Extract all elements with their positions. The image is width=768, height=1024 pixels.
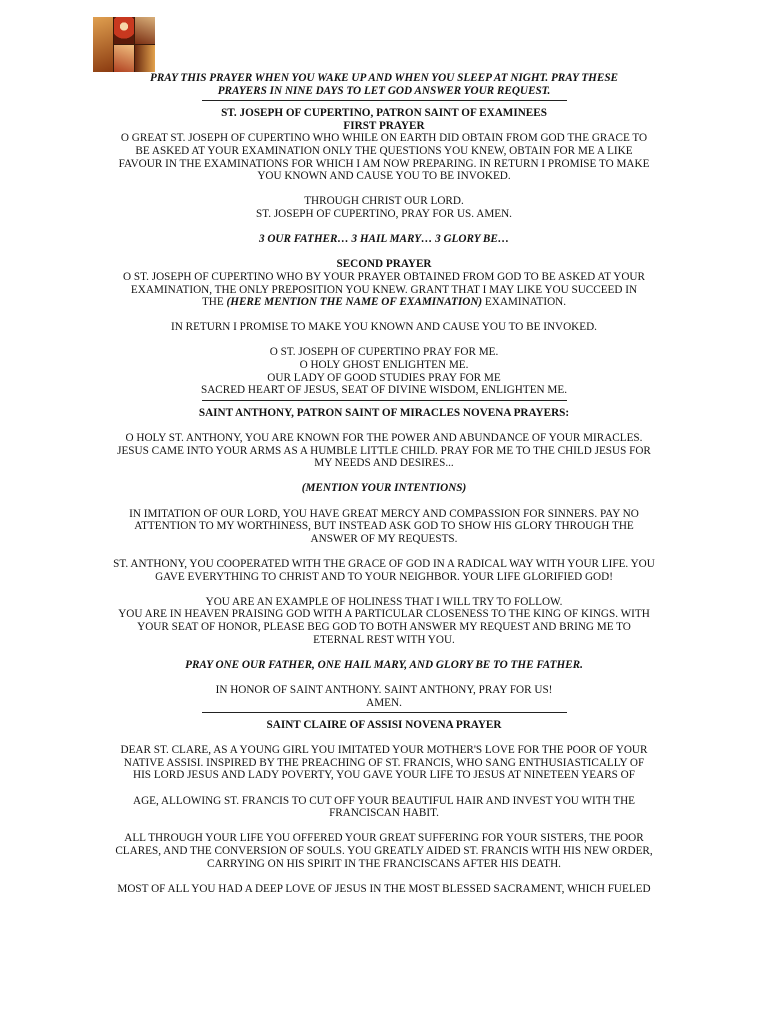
intentions-placeholder: (MENTION YOUR INTENTIONS) [301, 482, 467, 495]
body-line: ALL THROUGH YOUR LIFE YOU OFFERED YOUR GREAT SUFFERING FOR YOUR SISTERS, THE POOR [124, 832, 644, 845]
body-line: JESUS CAME INTO YOUR ARMS AS A HUMBLE LITTLE CHILD. PRAY FOR ME TO THE CHILD JESUS FOR [117, 444, 651, 457]
intro-line: PRAY THIS PRAYER WHEN YOU WAKE UP AND WHEN YOU SLEEP AT NIGHT. PRAY THESE [150, 72, 618, 84]
body-line: IN HONOR OF SAINT ANTHONY. SAINT ANTHONY, PRAY FOR US! [215, 683, 553, 696]
body-line: YOUR SEAT OF HONOR, PLEASE BEG GOD TO BOTH ANSWER MY REQUEST AND BRING ME TO [137, 620, 631, 633]
divider [202, 400, 567, 401]
body-line: O HOLY ST. ANTHONY, YOU ARE KNOWN FOR THE POWER AND ABUNDANCE OF YOUR MIRACLES. [125, 432, 643, 445]
saint-portrait-left [93, 17, 113, 72]
invocation-line: SACRED HEART OF JESUS, SEAT OF DIVINE WISDOM, ENLIGHTEN ME. [200, 384, 568, 397]
section-title-clare: SAINT CLAIRE OF ASSISI NOVENA PRAYER [266, 719, 502, 732]
section-title-anthony: SAINT ANTHONY, PATRON SAINT OF MIRACLES NOVENA PRAYERS: [198, 406, 570, 419]
body-line: ANSWER OF MY REQUESTS. [310, 532, 458, 545]
saint-portrait-bottom-right [135, 45, 155, 72]
body-line: NATIVE ASSISI. INSPIRED BY THE PREACHING OF ST. FRANCIS, WHO SANG ENTHUSIASTICALLY OF [123, 756, 645, 769]
body-line: EXAMINATION, THE ONLY PREPOSITION YOU KNEW. GRANT THAT I MAY LIKE YOU SUCCEED IN [130, 283, 638, 296]
prayer-document [90, 72, 678, 895]
body-line: YOU ARE IN HEAVEN PRAISING GOD WITH A PARTICULAR CLOSENESS TO THE KING OF KINGS. WITH [118, 608, 650, 621]
body-line: GAVE EVERYTHING TO CHRIST AND TO YOUR NEIGHBOR. YOUR LIFE GLORIFIED GOD! [155, 570, 613, 583]
body-line: MOST OF ALL YOU HAD A DEEP LOVE OF JESUS IN THE MOST BLESSED SACRAMENT, WHICH FUELED [117, 882, 651, 895]
body-line: MY NEEDS AND DESIRES... [314, 457, 454, 470]
intro-line: PRAYERS IN NINE DAYS TO LET GOD ANSWER YOUR REQUEST. [217, 84, 551, 97]
body-line: O ST. JOSEPH OF CUPERTINO WHO BY YOUR PRAYER OBTAINED FROM GOD TO BE ASKED AT YOUR [123, 270, 645, 283]
first-prayer-heading: FIRST PRAYER [343, 119, 425, 132]
body-line: ETERNAL REST WITH YOU. [313, 633, 455, 646]
invocation-line: OUR LADY OF GOOD STUDIES PRAY FOR ME [267, 371, 501, 384]
invocation-line: O HOLY GHOST ENLIGHTEN ME. [299, 359, 469, 372]
divider [202, 712, 567, 713]
body-line: FRANCISCAN HABIT. [329, 807, 439, 820]
body-line: IN RETURN I PROMISE TO MAKE YOU KNOWN AND CAUSE YOU TO BE INVOKED. [171, 321, 597, 334]
body-line: BE ASKED AT YOUR EXAMINATION ONLY THE QUESTIONS YOU KNEW, OBTAIN FOR ME A LIKE [135, 144, 633, 157]
exam-name-placeholder: (HERE MENTION THE NAME OF EXAMINATION) [226, 296, 483, 309]
body-line: AMEN. [366, 696, 402, 709]
prayer-count: 3 OUR FATHER… 3 HAIL MARY… 3 GLORY BE… [258, 233, 510, 246]
pray-instruction: PRAY ONE OUR FATHER, ONE HAIL MARY, AND GLORY BE TO THE FATHER. [185, 658, 583, 671]
body-line: O GREAT ST. JOSEPH OF CUPERTINO WHO WHILE ON EARTH DID OBTAIN FROM GOD THE GRACE TO [120, 132, 648, 145]
body-line: CARRYING ON HIS SPIRIT IN THE FRANCISCANS AFTER HIS DEATH. [207, 857, 561, 870]
body-line: HIS LORD JESUS AND LADY POVERTY, YOU GAVE YOUR LIFE TO JESUS AT NINETEEN YEARS OF [133, 769, 635, 782]
body-line: THE (HERE MENTION THE NAME OF EXAMINATION) EXAMINATION. [201, 296, 567, 309]
sacred-heart-image [93, 17, 155, 72]
body-line: DEAR ST. CLARE, AS A YOUNG GIRL YOU IMITATED YOUR MOTHER'S LOVE FOR THE POOR OF YOUR [120, 744, 648, 757]
saint-portrait-right [135, 17, 155, 44]
invocation-line: O ST. JOSEPH OF CUPERTINO PRAY FOR ME. [269, 346, 499, 359]
body-line: CLARES, AND THE CONVERSION OF SOULS. YOU GREATLY AIDED ST. FRANCIS WITH HIS NEW ORDER, [115, 845, 653, 858]
body-line: THROUGH CHRIST OUR LORD. [304, 195, 464, 208]
body-line: ATTENTION TO MY WORTHINESS, BUT INSTEAD ASK GOD TO SHOW HIS GLORY THROUGH THE [134, 520, 634, 533]
second-prayer-heading: SECOND PRAYER [336, 258, 432, 271]
body-line: ST. JOSEPH OF CUPERTINO, PRAY FOR US. AMEN. [256, 207, 512, 220]
body-line: IN IMITATION OF OUR LORD, YOU HAVE GREAT MERCY AND COMPASSION FOR SINNERS. PAY NO [129, 507, 639, 520]
divider [202, 100, 567, 101]
body-line: ST. ANTHONY, YOU COOPERATED WITH THE GRACE OF GOD IN A RADICAL WAY WITH YOUR LIFE. YOU [113, 557, 655, 570]
section-title-joseph: ST. JOSEPH OF CUPERTINO, PATRON SAINT OF EXAMINEES [221, 107, 547, 120]
body-line: AGE, ALLOWING ST. FRANCIS TO CUT OFF YOUR BEAUTIFUL HAIR AND INVEST YOU WITH THE [133, 794, 635, 807]
body-line: YOU KNOWN AND CAUSE YOU TO BE INVOKED. [257, 170, 511, 183]
sacred-heart-portrait [114, 17, 134, 44]
body-line: FAVOUR IN THE EXAMINATIONS FOR WHICH I AM NOW PREPARING. IN RETURN I PROMISE TO MAKE [118, 157, 650, 170]
body-line: YOU ARE AN EXAMPLE OF HOLINESS THAT I WILL TRY TO FOLLOW. [205, 595, 563, 608]
saint-portrait-bottom-center [114, 45, 134, 72]
